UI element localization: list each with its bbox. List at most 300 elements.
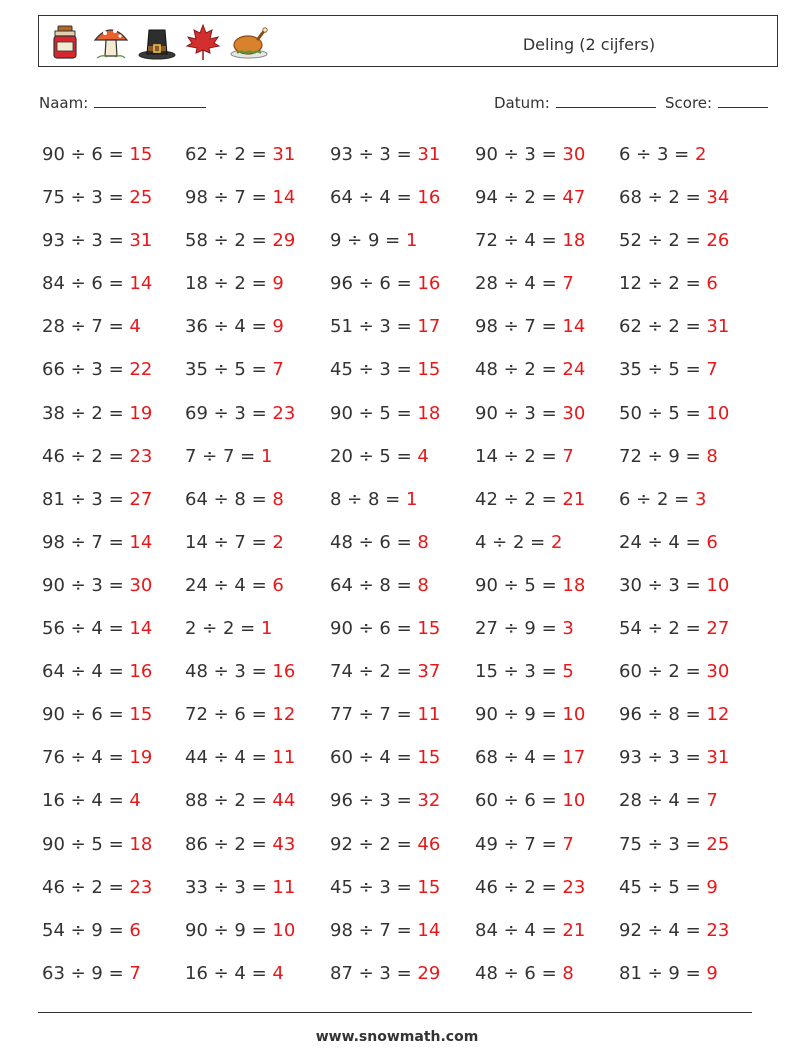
problem-row: [42, 521, 762, 564]
problem-answer: 9: [706, 876, 718, 898]
problem-answer: 22: [129, 359, 153, 381]
problem-item: [475, 736, 585, 779]
problem-row: [42, 392, 762, 435]
problem-answer: 15: [417, 747, 441, 769]
problem-answer: 17: [417, 316, 441, 338]
problem-question: 69 ÷ 3 =: [185, 402, 273, 424]
problem-item: [185, 305, 284, 348]
problem-question: 62 ÷ 2 =: [619, 316, 707, 338]
problem-answer: 17: [562, 747, 586, 769]
problem-item: [619, 348, 718, 391]
problem-row: [42, 823, 762, 866]
problem-question: 96 ÷ 6 =: [330, 273, 418, 295]
problem-answer: 31: [706, 747, 730, 769]
problem-question: 90 ÷ 3 =: [42, 574, 130, 596]
problem-answer: 44: [272, 790, 296, 812]
problem-question: 60 ÷ 6 =: [475, 790, 563, 812]
problem-answer: 31: [706, 316, 730, 338]
date-field: [494, 94, 656, 112]
problem-item: [619, 736, 729, 779]
problem-answer: 7: [562, 833, 574, 855]
problem-question: 28 ÷ 4 =: [475, 273, 563, 295]
problem-item: [42, 262, 152, 305]
problem-question: 96 ÷ 3 =: [330, 790, 418, 812]
problem-question: 63 ÷ 9 =: [42, 962, 130, 984]
problem-row: [42, 952, 762, 995]
problem-item: [185, 736, 295, 779]
problem-answer: 14: [562, 316, 586, 338]
problem-item: [330, 133, 440, 176]
roast-turkey-icon: [229, 22, 269, 62]
problem-answer: 32: [417, 790, 441, 812]
problem-answer: 7: [706, 790, 718, 812]
problem-item: [475, 607, 574, 650]
problem-question: 45 ÷ 3 =: [330, 359, 418, 381]
problem-item: [330, 866, 440, 909]
date-label: Datum:: [494, 94, 550, 112]
problem-answer: 8: [417, 574, 429, 596]
problem-item: [619, 607, 729, 650]
problem-question: 35 ÷ 5 =: [185, 359, 273, 381]
problem-answer: 10: [272, 919, 296, 941]
problem-question: 2 ÷ 2 =: [185, 618, 261, 640]
name-label: Naam:: [39, 94, 89, 112]
problem-item: [185, 262, 284, 305]
problem-item: [42, 133, 152, 176]
pilgrim-hat-icon: [137, 22, 177, 62]
problem-item: [185, 133, 295, 176]
problem-item: [185, 693, 295, 736]
problem-question: 72 ÷ 6 =: [185, 704, 273, 726]
problem-answer: 31: [129, 230, 153, 252]
problem-question: 62 ÷ 2 =: [185, 144, 273, 165]
problem-item: [475, 909, 585, 952]
problem-item: [185, 779, 295, 822]
problem-question: 46 ÷ 2 =: [42, 445, 130, 467]
problem-answer: 30: [562, 144, 586, 165]
problem-item: [619, 219, 729, 262]
problem-question: 52 ÷ 2 =: [619, 230, 707, 252]
problem-item: [475, 305, 585, 348]
problem-item: [185, 392, 295, 435]
problem-question: 75 ÷ 3 =: [619, 833, 707, 855]
problem-question: 12 ÷ 2 =: [619, 273, 707, 295]
problem-answer: 8: [417, 531, 429, 553]
problem-row: [42, 779, 762, 822]
header-icons: [45, 22, 269, 62]
problem-question: 90 ÷ 9 =: [185, 919, 273, 941]
problem-row: [42, 736, 762, 779]
problem-question: 93 ÷ 3 =: [42, 230, 130, 252]
problem-item: [619, 262, 718, 305]
problem-answer: 23: [129, 876, 153, 898]
problem-answer: 7: [706, 359, 718, 381]
problem-answer: 14: [417, 919, 441, 941]
problem-answer: 16: [129, 661, 153, 683]
problem-item: [330, 435, 429, 478]
problem-item: [185, 521, 284, 564]
problem-item: [185, 435, 272, 478]
problem-answer: 8: [562, 962, 574, 984]
problem-item: [42, 435, 152, 478]
problem-question: 42 ÷ 2 =: [475, 488, 563, 510]
mushroom-icon: [91, 22, 131, 62]
problem-answer: 8: [272, 488, 284, 510]
problem-row: [42, 650, 762, 693]
problem-question: 84 ÷ 6 =: [42, 273, 130, 295]
problem-item: [185, 219, 295, 262]
problem-answer: 15: [417, 618, 441, 640]
problem-question: 64 ÷ 8 =: [330, 574, 418, 596]
problem-question: 75 ÷ 3 =: [42, 187, 130, 209]
date-blank: [556, 106, 656, 108]
problem-row: [42, 176, 762, 219]
problem-item: [619, 693, 729, 736]
problem-answer: 8: [706, 445, 718, 467]
problem-answer: 12: [706, 704, 730, 726]
problem-item: [619, 866, 718, 909]
problem-answer: 18: [417, 402, 441, 424]
problem-answer: 4: [129, 316, 141, 338]
problem-answer: 3: [562, 618, 574, 640]
problem-item: [475, 779, 585, 822]
problem-item: [42, 650, 152, 693]
problem-answer: 6: [706, 273, 718, 295]
problem-answer: 10: [706, 574, 730, 596]
problem-question: 51 ÷ 3 =: [330, 316, 418, 338]
problem-question: 14 ÷ 2 =: [475, 445, 563, 467]
problem-answer: 9: [272, 273, 284, 295]
problem-item: [185, 564, 284, 607]
problem-answer: 30: [706, 661, 730, 683]
problem-answer: 10: [706, 402, 730, 424]
problem-answer: 11: [272, 876, 296, 898]
problem-question: 38 ÷ 2 =: [42, 402, 130, 424]
problem-item: [330, 736, 440, 779]
problem-answer: 7: [562, 445, 574, 467]
problem-item: [330, 607, 440, 650]
problem-question: 48 ÷ 6 =: [475, 962, 563, 984]
problem-item: [619, 952, 718, 995]
problem-item: [475, 348, 585, 391]
problem-answer: 24: [562, 359, 586, 381]
problem-question: 30 ÷ 3 =: [619, 574, 707, 596]
problem-question: 8 ÷ 8 =: [330, 488, 406, 510]
problem-item: [475, 866, 585, 909]
problem-answer: 14: [129, 531, 153, 553]
problem-item: [42, 392, 152, 435]
problem-row: [42, 866, 762, 909]
problem-question: 58 ÷ 2 =: [185, 230, 273, 252]
problem-question: 90 ÷ 3 =: [475, 402, 563, 424]
problem-answer: 18: [562, 574, 586, 596]
problem-answer: 29: [417, 962, 441, 984]
problem-answer: 25: [706, 833, 730, 855]
problem-answer: 1: [260, 618, 273, 640]
problem-question: 96 ÷ 8 =: [619, 704, 707, 726]
problem-item: [185, 348, 284, 391]
problem-answer: 25: [129, 187, 153, 209]
problem-item: [475, 952, 574, 995]
problem-question: 45 ÷ 5 =: [619, 876, 707, 898]
problem-item: [42, 779, 141, 822]
problem-answer: 10: [562, 704, 586, 726]
problem-row: [42, 435, 762, 478]
problem-question: 90 ÷ 6 =: [42, 144, 130, 165]
problem-question: 54 ÷ 9 =: [42, 919, 130, 941]
problem-item: [619, 392, 729, 435]
problem-answer: 11: [417, 704, 441, 726]
problem-answer: 4: [417, 445, 429, 467]
problem-answer: 16: [417, 187, 441, 209]
problem-answer: 7: [272, 359, 284, 381]
problem-question: 50 ÷ 5 =: [619, 402, 707, 424]
problem-answer: 21: [562, 919, 586, 941]
problem-question: 90 ÷ 5 =: [475, 574, 563, 596]
problem-question: 18 ÷ 2 =: [185, 273, 273, 295]
problem-item: [475, 478, 585, 521]
problem-question: 45 ÷ 3 =: [330, 876, 418, 898]
problem-answer: 34: [706, 187, 730, 209]
problem-answer: 10: [562, 790, 586, 812]
problem-item: [330, 262, 440, 305]
problem-item: [185, 176, 295, 219]
problem-question: 90 ÷ 9 =: [475, 704, 563, 726]
problem-item: [42, 219, 152, 262]
problem-answer: 15: [129, 704, 153, 726]
problem-question: 46 ÷ 2 =: [42, 876, 130, 898]
problem-item: [619, 564, 729, 607]
problem-row: [42, 219, 762, 262]
problem-answer: 30: [562, 402, 586, 424]
problem-question: 16 ÷ 4 =: [42, 790, 130, 812]
problem-answer: 2: [694, 144, 707, 165]
problem-answer: 30: [129, 574, 153, 596]
problem-question: 49 ÷ 7 =: [475, 833, 563, 855]
problem-question: 93 ÷ 3 =: [619, 747, 707, 769]
name-field: [39, 94, 206, 112]
problem-question: 98 ÷ 7 =: [475, 316, 563, 338]
problem-item: [475, 219, 585, 262]
problem-answer: 27: [129, 488, 153, 510]
problem-item: [185, 866, 295, 909]
problem-answer: 23: [129, 445, 153, 467]
problem-item: [185, 607, 272, 650]
problem-answer: 37: [417, 661, 441, 683]
problem-question: 90 ÷ 6 =: [42, 704, 130, 726]
problem-answer: 19: [129, 747, 153, 769]
problem-row: [42, 564, 762, 607]
problem-question: 46 ÷ 2 =: [475, 876, 563, 898]
problem-item: [619, 779, 718, 822]
problem-item: [185, 909, 295, 952]
problem-question: 7 ÷ 7 =: [185, 445, 261, 467]
problem-answer: 1: [405, 230, 418, 252]
score-label: Score:: [665, 94, 713, 112]
problem-answer: 3: [694, 488, 707, 510]
problem-question: 48 ÷ 6 =: [330, 531, 418, 553]
problem-question: 16 ÷ 4 =: [185, 962, 273, 984]
problem-answer: 1: [260, 445, 273, 467]
problem-item: [42, 952, 141, 995]
problem-grid: [42, 133, 762, 995]
problem-answer: 4: [272, 962, 284, 984]
problem-question: 35 ÷ 5 =: [619, 359, 707, 381]
problem-item: [475, 521, 562, 564]
problem-item: [330, 521, 429, 564]
problem-question: 14 ÷ 7 =: [185, 531, 273, 553]
problem-item: [475, 693, 585, 736]
problem-item: [619, 478, 706, 521]
footer-website: www.snowmath.com: [315, 1029, 479, 1045]
problem-question: 72 ÷ 9 =: [619, 445, 707, 467]
problem-answer: 7: [129, 962, 141, 984]
problem-question: 60 ÷ 2 =: [619, 661, 707, 683]
problem-question: 98 ÷ 7 =: [42, 531, 130, 553]
problem-item: [619, 650, 729, 693]
problem-item: [330, 779, 440, 822]
problem-answer: 7: [562, 273, 574, 295]
problem-item: [42, 564, 152, 607]
problem-question: 64 ÷ 8 =: [185, 488, 273, 510]
problem-item: [619, 435, 718, 478]
problem-question: 81 ÷ 9 =: [619, 962, 707, 984]
jam-jar-icon: [45, 22, 85, 62]
problem-question: 86 ÷ 2 =: [185, 833, 273, 855]
problem-item: [330, 176, 440, 219]
problem-answer: 29: [272, 230, 296, 252]
problem-item: [475, 176, 585, 219]
problem-question: 28 ÷ 7 =: [42, 316, 130, 338]
problem-item: [185, 650, 295, 693]
problem-item: [185, 952, 284, 995]
problem-item: [42, 348, 152, 391]
problem-answer: 6: [706, 531, 718, 553]
problem-item: [619, 909, 729, 952]
problem-question: 87 ÷ 3 =: [330, 962, 418, 984]
problem-question: 24 ÷ 4 =: [619, 531, 707, 553]
problem-item: [42, 909, 141, 952]
problem-answer: 19: [129, 402, 153, 424]
worksheet-title: Deling (2 cijfers): [522, 35, 656, 54]
problem-question: 77 ÷ 7 =: [330, 704, 418, 726]
problem-answer: 27: [706, 618, 730, 640]
problem-item: [330, 305, 440, 348]
problem-answer: 43: [272, 833, 296, 855]
problem-item: [42, 607, 152, 650]
problem-answer: 23: [562, 876, 586, 898]
problem-item: [42, 736, 152, 779]
problem-question: 15 ÷ 3 =: [475, 661, 563, 683]
problem-row: [42, 133, 762, 176]
problem-item: [619, 176, 729, 219]
problem-item: [330, 392, 440, 435]
problem-item: [185, 823, 295, 866]
problem-item: [475, 262, 574, 305]
problem-answer: 15: [129, 144, 153, 165]
problem-question: 92 ÷ 2 =: [330, 833, 418, 855]
problem-question: 93 ÷ 3 =: [330, 144, 418, 165]
problem-question: 98 ÷ 7 =: [185, 187, 273, 209]
problem-item: [42, 305, 141, 348]
problem-item: [475, 435, 574, 478]
problem-question: 81 ÷ 3 =: [42, 488, 130, 510]
problem-row: [42, 348, 762, 391]
problem-item: [330, 564, 429, 607]
problem-row: [42, 607, 762, 650]
problem-item: [330, 348, 440, 391]
problem-answer: 15: [417, 876, 441, 898]
problem-question: 68 ÷ 4 =: [475, 747, 563, 769]
problem-answer: 16: [272, 661, 296, 683]
problem-answer: 21: [562, 488, 586, 510]
problem-question: 90 ÷ 5 =: [330, 402, 418, 424]
problem-answer: 9: [706, 962, 718, 984]
problem-answer: 23: [706, 919, 730, 941]
problem-question: 92 ÷ 4 =: [619, 919, 707, 941]
problem-answer: 6: [129, 919, 141, 941]
problem-question: 94 ÷ 2 =: [475, 187, 563, 209]
problem-question: 88 ÷ 2 =: [185, 790, 273, 812]
name-blank: [94, 106, 206, 108]
problem-item: [475, 564, 585, 607]
problem-item: [619, 305, 729, 348]
problem-question: 48 ÷ 3 =: [185, 661, 273, 683]
problem-row: [42, 478, 762, 521]
problem-answer: 16: [417, 273, 441, 295]
problem-item: [330, 219, 417, 262]
problem-answer: 1: [405, 488, 418, 510]
problem-item: [42, 693, 152, 736]
problem-item: [42, 823, 152, 866]
problem-item: [619, 133, 706, 176]
problem-answer: 6: [272, 574, 284, 596]
problem-question: 54 ÷ 2 =: [619, 618, 707, 640]
problem-answer: 31: [417, 144, 441, 165]
problem-item: [330, 909, 440, 952]
problem-question: 64 ÷ 4 =: [330, 187, 418, 209]
problem-question: 74 ÷ 2 =: [330, 661, 418, 683]
problem-question: 6 ÷ 2 =: [619, 488, 695, 510]
problem-item: [330, 952, 440, 995]
problem-question: 27 ÷ 9 =: [475, 618, 563, 640]
problem-question: 20 ÷ 5 =: [330, 445, 418, 467]
problem-row: [42, 693, 762, 736]
problem-item: [42, 176, 152, 219]
problem-item: [42, 521, 152, 564]
problem-question: 98 ÷ 7 =: [330, 919, 418, 941]
problem-answer: 11: [272, 747, 296, 769]
problem-question: 24 ÷ 4 =: [185, 574, 273, 596]
problem-item: [619, 823, 729, 866]
problem-question: 36 ÷ 4 =: [185, 316, 273, 338]
problem-question: 84 ÷ 4 =: [475, 919, 563, 941]
problem-question: 64 ÷ 4 =: [42, 661, 130, 683]
problem-answer: 14: [272, 187, 296, 209]
problem-answer: 18: [129, 833, 153, 855]
problem-item: [475, 650, 574, 693]
problem-question: 68 ÷ 2 =: [619, 187, 707, 209]
problem-item: [330, 693, 440, 736]
problem-answer: 15: [417, 359, 441, 381]
problem-question: 66 ÷ 3 =: [42, 359, 130, 381]
problem-answer: 18: [562, 230, 586, 252]
problem-item: [185, 478, 284, 521]
worksheet-header: [38, 15, 778, 67]
problem-item: [475, 823, 574, 866]
problem-item: [619, 521, 718, 564]
problem-item: [475, 133, 585, 176]
